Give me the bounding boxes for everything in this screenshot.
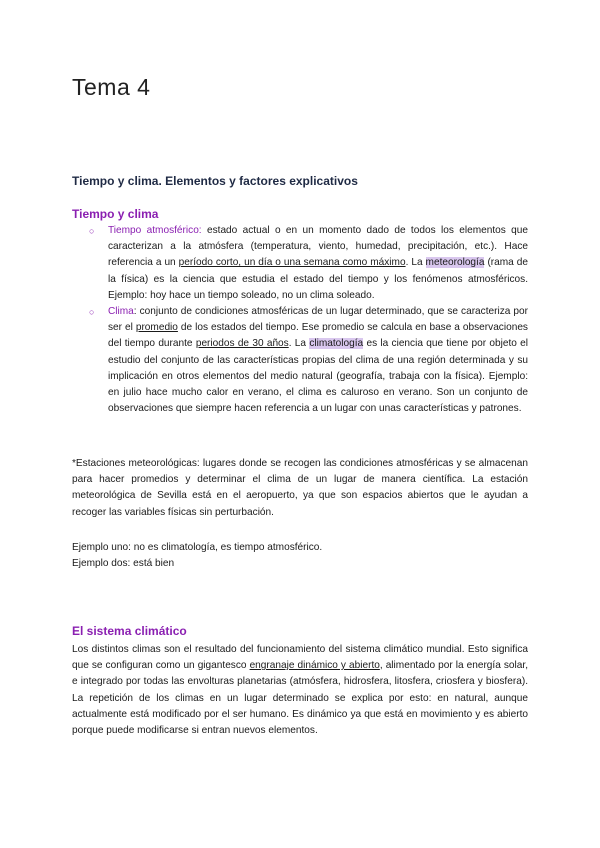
definition-text: . La xyxy=(405,257,426,269)
definition-text: de los estados del tiempo. Ese promedio se calcula en base a observaciones del tiempo durante xyxy=(108,322,528,350)
underlined-text: periodos de 30 años xyxy=(195,338,289,350)
term-clima: Clima xyxy=(108,306,134,318)
subsection-heading-tiempo: Tiempo y clima xyxy=(72,207,159,221)
definition-text: estado actual o en un momento dado de todos los elementos que caracterizan a la atmósfera (temperatura, viento, humedad, precipitación, etc.). Hace referencia a un xyxy=(108,225,528,269)
example-one: Ejemplo uno: no es climatología, es tiempo atmosférico. xyxy=(72,542,323,553)
definition-text: . La xyxy=(288,338,310,350)
definition-text: es la ciencia que tiene por objeto el estudio del conjunto de las características propias del clima de una región determinada y su implicación en otros elementos del medio natural (geografía, trabaja con la física). Ejemplo: en julio hace mucho calor en verano, el clima es caluroso en verano. Son un conjunto de observaciones que siempre hacen referencia a un lugar con unas características y patrones. xyxy=(108,338,528,415)
list-item xyxy=(72,223,528,304)
sistema-paragraph xyxy=(72,642,528,739)
underlined-text: período corto, un día o una semana como máximo xyxy=(178,257,406,269)
paragraph-text: , alimentado por la energía solar, e integrado por todas las envolturas planetarias (atmósfera, hidrosfera, litosfera, criosfera y biosfera). La repetición de los climas en un lugar determinado se explica por esto: en natural, aunque actualmente está modificado por el ser humano. Es dinámico ya que está en movimiento y es abierto porque puede modificarse si entran nuevos elementos. xyxy=(72,660,528,737)
note-paragraph: *Estaciones meteorológicas: lugares donde se recogen las condiciones atmosféricas y se almacenan para hacer promedios y determinar el clima de un lugar de manera científica. La estación meteorológica de Sevilla está en el aeropuerto, ya que son espacios abiertos que le ayudan a recoger las variables físicas sin perturbación. xyxy=(72,458,528,518)
example-two: Ejemplo dos: está bien xyxy=(72,558,175,569)
highlighted-term: climatología xyxy=(309,338,364,350)
section-heading: Tiempo y clima. Elementos y factores explicativos xyxy=(72,174,358,188)
underlined-text: promedio xyxy=(135,322,178,334)
definition-text: (rama de la física) es la ciencia que estudia el estado del tiempo y los fenómenos atmosféricos. Ejemplo: hoy hace un tiempo soleado, no un clima soleado. xyxy=(108,257,529,301)
document-title: Tema 4 xyxy=(72,74,151,100)
bullet-circle-icon: ○ xyxy=(89,226,95,236)
term-tiempo-atmosferico: Tiempo atmosférico: xyxy=(108,225,202,236)
underlined-text: engranaje dinámico y abierto xyxy=(249,660,380,672)
definition-text: : conjunto de condiciones atmosféricas de un lugar determinado, que se caracteriza por ser el xyxy=(108,306,528,334)
bullet-circle-icon: ○ xyxy=(89,307,95,318)
highlighted-term: meteorología xyxy=(425,257,485,269)
definition-list xyxy=(72,223,528,417)
subsection-heading-sistema: El sistema climático xyxy=(72,624,187,638)
list-item xyxy=(72,304,528,417)
paragraph-text: Los distintos climas son el resultado del funcionamiento del sistema climático mundial. Esto significa que se configuran como un gigantesco xyxy=(72,644,528,672)
